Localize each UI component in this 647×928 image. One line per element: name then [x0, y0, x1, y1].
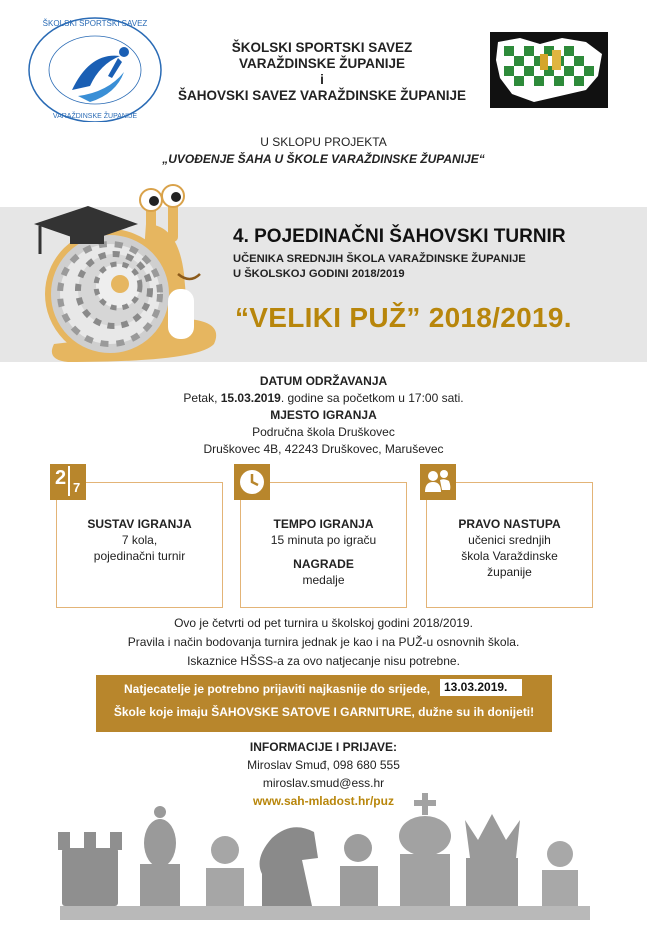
date-value: 15.03.2019: [220, 391, 281, 405]
knight-icon: [260, 827, 318, 906]
format-content: [57, 516, 222, 564]
eligibility-line-1: učenici srednjih: [468, 533, 551, 547]
queen-icon: [465, 814, 520, 906]
project-name: „UVOĐENJE ŠAHA U ŠKOLE VARAŽDINSKE ŽUPANIJE“: [162, 152, 485, 166]
note-line-2: Pravila i način bodovanja turnira jednak je kao i na PUŽ-u osnovnih škola.: [127, 635, 520, 649]
chess-pieces-illustration: [40, 788, 600, 923]
notes: [0, 614, 647, 671]
org-line-1: ŠKOLSKI SPORTSKI SAVEZ: [231, 40, 413, 55]
date-label: DATUM ODRŽAVANJA: [259, 374, 388, 388]
fraction-icon: [50, 464, 86, 500]
snail-mascot-illustration: [28, 184, 233, 369]
registration-banner: [96, 675, 552, 732]
fraction-icon-denominator: 7: [73, 480, 81, 495]
date-prefix: Petak,: [183, 391, 221, 405]
venue-label: MJESTO IGRANJA: [270, 408, 377, 422]
svg-text:ŠKOLSKI SPORTSKI SAVEZ: ŠKOLSKI SPORTSKI SAVEZ: [42, 19, 148, 28]
subtitle-line-2: U ŠKOLSKOJ GODINI 2018/2019: [233, 268, 405, 280]
contact-website[interactable]: www.sah-mladost.hr/puz: [253, 794, 394, 808]
bishop-icon: [140, 806, 180, 906]
note-line-1: Ovo je četvrti od pet turnira u školskoj godini 2018/2019.: [174, 616, 473, 630]
eligibility-line-2: škola Varaždinske: [461, 549, 558, 563]
note-line-3: Iskaznice HŠSS-a za ovo natjecanje nisu potrebne.: [187, 654, 460, 668]
tempo-title: TEMPO IGRANJA: [273, 517, 374, 531]
school-sports-logo: [20, 12, 170, 122]
org-line-4: ŠAHOVSKI SAVEZ VARAŽDINSKE ŽUPANIJE: [177, 88, 467, 103]
venue-line-1: Područna škola Druškovec: [252, 425, 395, 439]
subtitle-line-1: UČENIKA SREDNJIH ŠKOLA VARAŽDINSKE ŽUPANIJE: [233, 253, 526, 265]
event-details: [0, 373, 647, 458]
prizes-title: NAGRADE: [293, 557, 354, 571]
pawn-icon: [340, 834, 378, 906]
contact-label: INFORMACIJE I PRIJAVE:: [249, 740, 398, 754]
project-info: [0, 134, 647, 168]
format-title: SUSTAV IGRANJA: [87, 517, 192, 531]
equipment-notice: Škole koje imaju ŠAHOVSKE SATOVE I GARNITURE, dužne su ih donijeti!: [113, 705, 535, 719]
contact-person: Miroslav Smuđ, 098 680 555: [247, 758, 400, 772]
format-line-1: 7 kola,: [121, 533, 158, 547]
tournament-title: 4. POJEDINAČNI ŠAHOVSKI TURNIR: [233, 226, 566, 247]
registration-deadline: 13.03.2019.: [440, 679, 522, 696]
pawn-icon: [206, 836, 244, 906]
date-text: [0, 390, 647, 407]
eligibility-title: PRAVO NASTUPA: [458, 517, 561, 531]
fraction-icon-number: 2: [55, 467, 67, 489]
king-icon: [399, 793, 451, 906]
tempo-content: [241, 516, 406, 588]
clock-icon: [234, 464, 270, 500]
eligibility-content: [427, 516, 592, 580]
eligibility-line-3: županije: [487, 565, 532, 579]
fraction-bar: [68, 466, 70, 496]
org-line-3: i: [320, 72, 324, 87]
chess-federation-logo: [490, 32, 608, 108]
project-label: U SKLOPU PROJEKTA: [260, 135, 387, 149]
format-line-2: pojedinačni turnir: [93, 549, 186, 563]
format-box: [55, 467, 223, 608]
pawn-icon: [542, 841, 578, 906]
registration-text: Natjecatelje je potrebno prijaviti najkasnije do srijede,: [124, 682, 431, 696]
tournament-name: “VELIKI PUŽ” 2018/2019.: [235, 302, 572, 333]
tempo-box: [240, 482, 407, 608]
venue-line-2: Druškovec 4B, 42243 Druškovec, Maruševec: [203, 442, 444, 456]
org-line-2: VARAŽDINSKE ŽUPANIJE: [238, 56, 405, 71]
svg-text:VARAŽDINSKE ŽUPANIJE: VARAŽDINSKE ŽUPANIJE: [52, 113, 138, 120]
contact-email[interactable]: miroslav.smud@ess.hr: [262, 776, 385, 790]
tournament-subtitle: [233, 252, 526, 282]
rook-icon: [58, 832, 122, 906]
eligibility-box: [426, 482, 593, 608]
organizers: [172, 40, 472, 104]
prizes-line: medalje: [302, 573, 345, 587]
date-suffix: . godine sa početkom u 17:00 sati.: [280, 391, 464, 405]
tempo-line: 15 minuta po igraču: [270, 533, 377, 547]
people-icon: [420, 464, 456, 500]
